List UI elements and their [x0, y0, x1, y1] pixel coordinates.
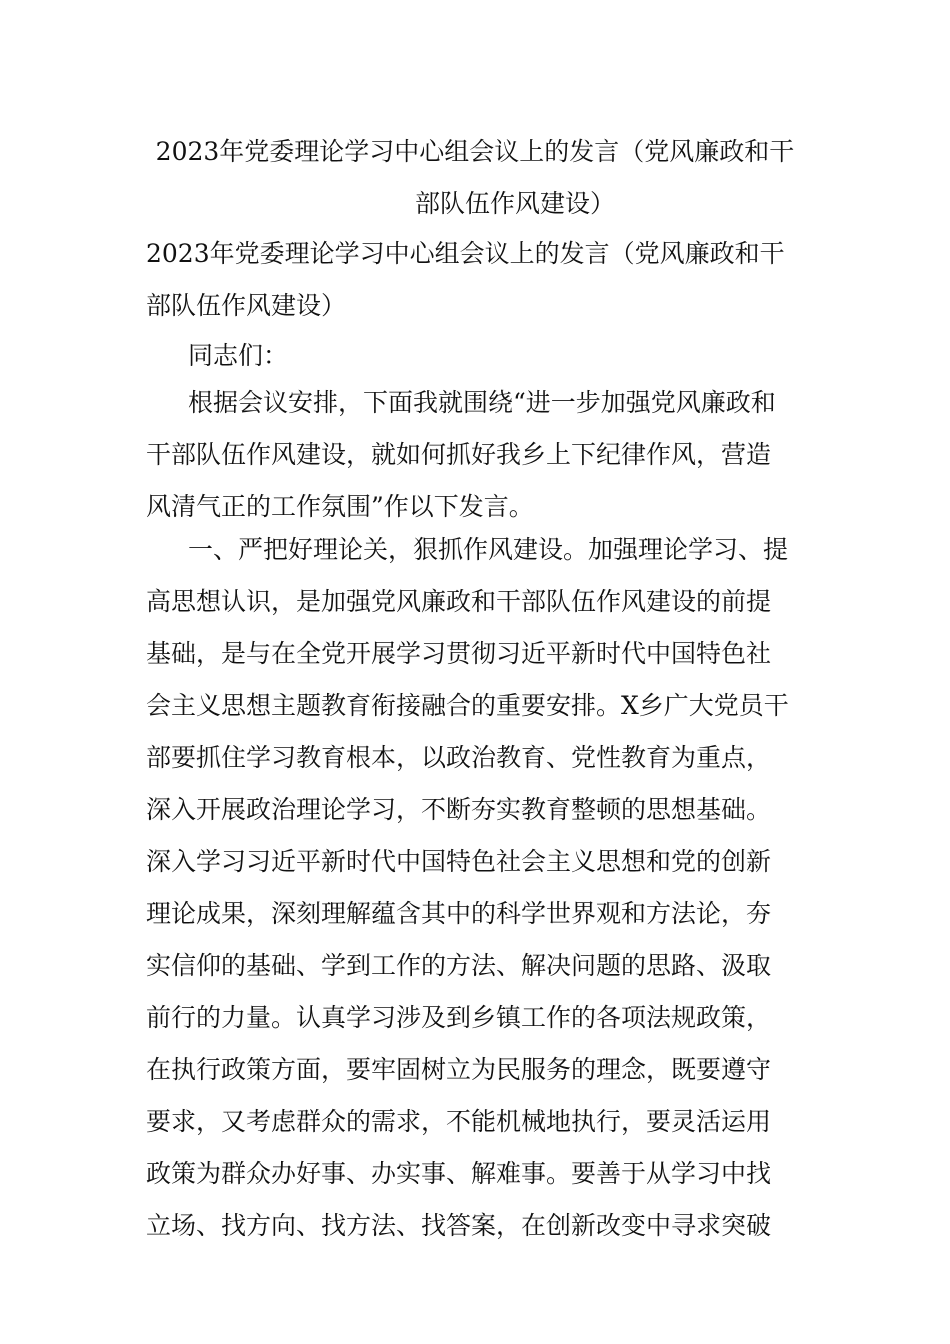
paragraph-line: 高思想认识，是加强党风廉政和干部队伍作风建设的前提	[146, 587, 772, 616]
paragraph-line: 实信仰的基础、学到工作的方法、解决问题的思路、汲取	[146, 951, 772, 980]
paragraph-line: 前行的力量。认真学习涉及到乡镇工作的各项法规政策，	[146, 1003, 772, 1032]
paragraph-1	[146, 377, 806, 533]
paragraph-line: 政策为群众办好事、办实事、解难事。要善于从学习中找	[146, 1159, 772, 1188]
document-title	[120, 126, 830, 230]
paragraph-line: 理论成果，深刻理解蕴含其中的科学世界观和方法论，夯	[146, 899, 772, 928]
paragraph-line: 在执行政策方面，要牢固树立为民服务的理念，既要遵守	[146, 1055, 772, 1084]
paragraph-line: 部要抓住学习教育根本，以政治教育、党性教育为重点，	[146, 743, 772, 772]
heading-line-2: 部队伍作风建设）	[146, 291, 347, 320]
paragraph-2	[146, 524, 806, 1252]
document-heading	[146, 228, 806, 332]
paragraph-line: 一、严把好理论关，狠抓作风建设。加强理论学习、提	[188, 535, 789, 564]
title-line-1: 2023年党委理论学习中心组会议上的发言（党风廉政和干	[155, 137, 795, 166]
paragraph-line: 深入开展政治理论学习，不断夯实教育整顿的思想基础。	[146, 795, 772, 824]
paragraph-line: 风清气正的工作氛围”作以下发言。	[146, 492, 534, 521]
paragraph-line: 干部队伍作风建设，就如何抓好我乡上下纪律作风，营造	[146, 440, 772, 469]
paragraph-line: 根据会议安排，下面我就围绕“进一步加强党风廉政和	[188, 388, 776, 417]
paragraph-line: 立场、找方向、找方法、找答案，在创新改变中寻求突破	[146, 1211, 772, 1240]
paragraph-line: 会主义思想主题教育衔接融合的重要安排。X乡广大党员干	[146, 691, 789, 720]
greeting: 同志们：	[188, 341, 289, 370]
title-line-2: 部队伍作风建设）	[414, 189, 615, 218]
heading-line-1: 2023年党委理论学习中心组会议上的发言（党风廉政和干	[146, 239, 785, 268]
paragraph-line: 基础，是与在全党开展学习贯彻习近平新时代中国特色社	[146, 639, 772, 668]
paragraph-line: 深入学习习近平新时代中国特色社会主义思想和党的创新	[146, 847, 772, 876]
paragraph-line: 要求，又考虑群众的需求，不能机械地执行，要灵活运用	[146, 1107, 772, 1136]
